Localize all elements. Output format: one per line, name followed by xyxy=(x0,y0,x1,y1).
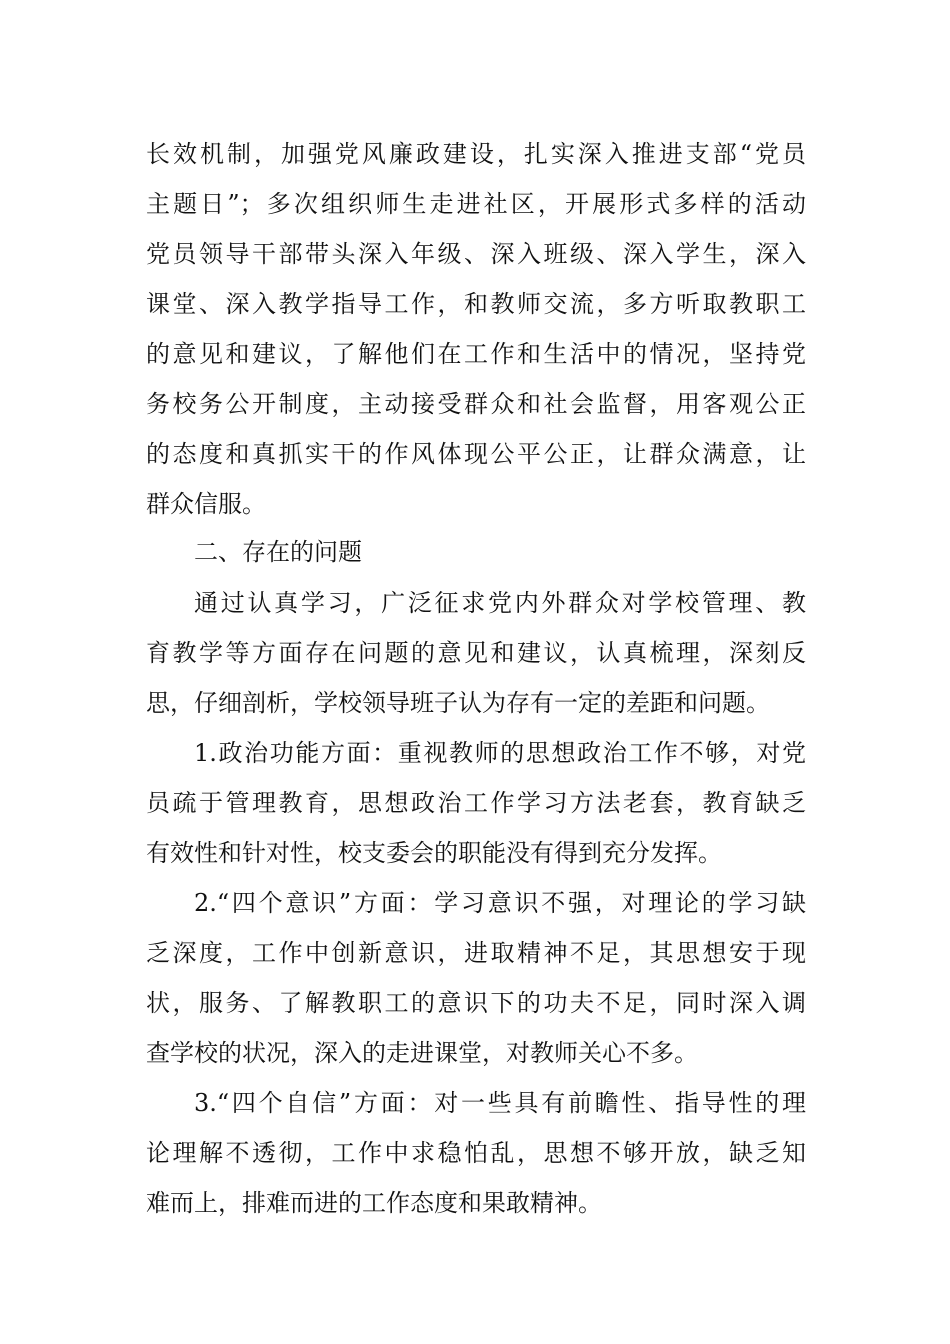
paragraph-1-line-5: 的意见和建议，了解他们在工作和生活中的情况，坚持党 xyxy=(146,340,806,368)
item-3-line-2: 论理解不透彻，工作中求稳怕乱，思想不够开放，缺乏知 xyxy=(146,1139,806,1167)
paragraph-1-line-7: 的态度和真抓实干的作风体现公平公正，让群众满意，让 xyxy=(146,440,806,468)
paragraph-1-line-4: 课堂、深入教学指导工作，和教师交流，多方听取教职工 xyxy=(146,290,806,318)
item-1-line-1: 1.政治功能方面：重视教师的思想政治工作不够，对党 xyxy=(194,739,806,767)
paragraph-1-line-8: 群众信服。 xyxy=(146,490,266,518)
paragraph-1-line-3: 党员领导干部带头深入年级、深入班级、深入学生，深入 xyxy=(146,240,806,268)
item-2-line-4: 查学校的状况，深入的走进课堂，对教师关心不多。 xyxy=(146,1039,698,1067)
paragraph-2-line-3: 思，仔细剖析，学校领导班子认为存有一定的差距和问题。 xyxy=(146,689,770,717)
item-2-line-3: 状，服务、了解教职工的意识下的功夫不足，同时深入调 xyxy=(146,989,806,1017)
paragraph-2-line-2: 育教学等方面存在问题的意见和建议，认真梳理，深刻反 xyxy=(146,639,806,667)
item-3-line-1: 3.“四个自信”方面：对一些具有前瞻性、指导性的理 xyxy=(194,1089,806,1117)
paragraph-1-line-1: 长效机制，加强党风廉政建设，扎实深入推进支部“党员 xyxy=(146,140,806,168)
item-2-line-2: 乏深度，工作中创新意识，进取精神不足，其思想安于现 xyxy=(146,939,806,967)
section-heading: 二、存在的问题 xyxy=(194,538,362,566)
item-2-line-1: 2.“四个意识”方面：学习意识不强，对理论的学习缺 xyxy=(194,889,806,917)
item-3-line-3: 难而上，排难而进的工作态度和果敢精神。 xyxy=(146,1189,602,1217)
paragraph-2-line-1: 通过认真学习，广泛征求党内外群众对学校管理、教 xyxy=(194,589,806,617)
paragraph-1-line-6: 务校务公开制度，主动接受群众和社会监督，用客观公正 xyxy=(146,390,806,418)
paragraph-1-line-2: 主题日”；多次组织师生走进社区，开展形式多样的活动 xyxy=(146,190,806,218)
item-1-line-2: 员疏于管理教育，思想政治工作学习方法老套，教育缺乏 xyxy=(146,789,806,817)
item-1-line-3: 有效性和针对性，校支委会的职能没有得到充分发挥。 xyxy=(146,839,722,867)
